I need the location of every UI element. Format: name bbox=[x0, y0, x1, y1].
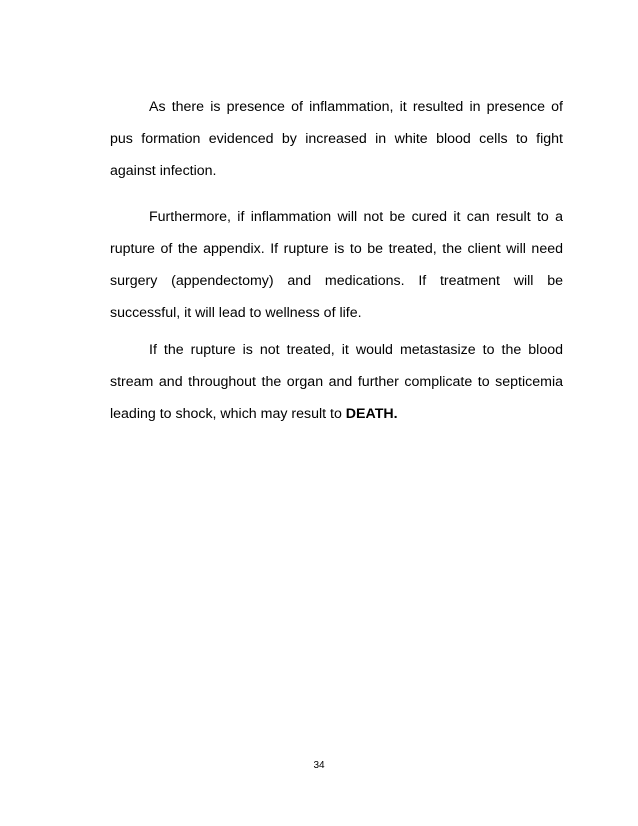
page-number: 34 bbox=[313, 760, 325, 771]
death-emphasis: DEATH. bbox=[345, 406, 398, 422]
paragraph-untreated bbox=[110, 334, 563, 430]
paragraph-inflammation bbox=[110, 91, 563, 187]
paragraph-rupture bbox=[110, 201, 563, 329]
paragraph-text-regular: If the rupture is not treated, it would metastasize to the blood stream and throughout the organ and further complicate to septicemia leading to shock, which may result to bbox=[110, 342, 563, 422]
paragraph-text: Furthermore, if inflammation will not be cured it can result to a rupture of the appendix. If rupture is to be treated, the client will need surgery (appendectomy) and medications. If treatment will be successful, it will lead to wellness of life. bbox=[110, 209, 563, 321]
paragraph-text: As there is presence of inflammation, it resulted in presence of pus formation evidenced by increased in white blood cells to fight against infection. bbox=[110, 99, 563, 179]
paragraph-text bbox=[110, 334, 563, 430]
